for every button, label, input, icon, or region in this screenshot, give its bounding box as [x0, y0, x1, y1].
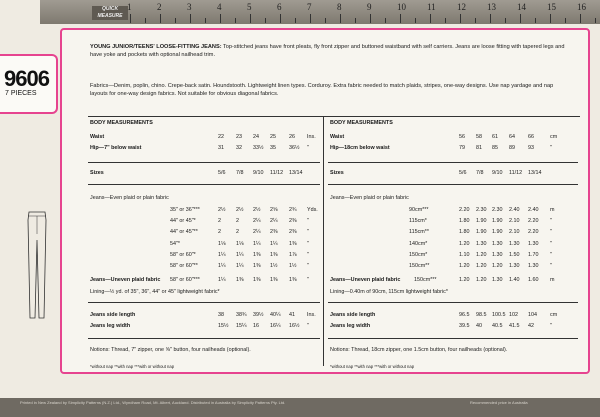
yardage-value: 1.70 [528, 251, 539, 258]
ruler-tick-minor [505, 18, 506, 23]
ruler-tick-minor [385, 18, 386, 23]
uneven-value: 1⅜ [253, 277, 261, 283]
yardage-value: " [307, 251, 309, 258]
side-length-value: 38¾ [236, 312, 247, 318]
leg-width-value: 41.5 [509, 323, 520, 329]
hip-value: 79 [459, 145, 465, 151]
yardage-value: 2¼ [253, 218, 261, 225]
yardage-value: 1.20 [492, 263, 503, 269]
yardage-value: 1¼ [218, 263, 226, 269]
ruler-tick-minor [565, 18, 566, 23]
yardage-value: 2⅝ [270, 207, 278, 213]
side-length-value: Ins. [307, 312, 316, 318]
table-top-rule [88, 116, 580, 117]
uneven-value: 1.20 [476, 277, 487, 283]
leg-width-value: 15¼ [236, 323, 247, 329]
yardage-value: 1.20 [459, 240, 470, 247]
yardage-value: 1⅜ [253, 263, 261, 269]
size-value: 5/6 [218, 170, 226, 176]
waist-value: 25 [270, 134, 276, 140]
leg-width-label: Jeans leg width [330, 323, 371, 329]
jeans-even-label: Jeans—Even plaid or plain fabric [330, 195, 409, 201]
yardage-value: 1¼ [270, 240, 278, 247]
uneven-value: 1.60 [528, 277, 539, 283]
sizes-label: Sizes [90, 170, 104, 176]
yardage-value: 1¼ [236, 263, 244, 269]
table-rule [328, 162, 578, 163]
yardage-value: " [307, 229, 309, 236]
side-length-label: Jeans side length [90, 312, 136, 318]
ruler-tick [460, 14, 461, 23]
fabrics-label: Fabrics [90, 83, 109, 89]
body-measurements-heading: BODY MEASUREMENTS [90, 120, 153, 126]
ruler-tick [580, 14, 581, 23]
yardage-value: 2 [236, 218, 239, 225]
notions-text: Notions: Thread, 7" zipper, one ⅝" button, four nailheads (optional). [90, 347, 251, 353]
yardage-value: 2.40 [528, 207, 539, 213]
yardage-value: 1⅛ [218, 240, 226, 247]
yardage-value: 2⅜ [289, 229, 297, 236]
yardage-value: 1⅜ [253, 251, 261, 258]
side-length-value: cm [550, 312, 558, 318]
uneven-value: 1.20 [459, 277, 470, 283]
jeans-uneven-label: Jeans—Uneven plaid fabric [90, 277, 161, 283]
pattern-pieces: 7 PIECES [5, 90, 37, 97]
fabric-width: 35" or 36"*** [170, 207, 200, 213]
ruler-tick [250, 14, 251, 23]
ruler-tick-minor [475, 18, 476, 23]
sizes-label: Sizes [330, 170, 344, 176]
hip-value: 81 [476, 145, 482, 151]
hip-value: " [550, 145, 552, 151]
ruler-tick [550, 14, 551, 23]
leg-width-value: 15½ [218, 323, 229, 329]
ruler-tick [130, 14, 131, 23]
yardage-value: 1.90 [492, 229, 503, 236]
size-value: 9/10 [492, 170, 503, 176]
body-measurements-heading: BODY MEASUREMENTS [330, 120, 393, 126]
yardage-value: 2½ [236, 207, 244, 213]
jeans-even-label: Jeans—Even plaid or plain fabric [90, 195, 169, 201]
yardage-value: 1¼ [218, 251, 226, 258]
leg-width-value: 16 [253, 323, 259, 329]
ruler-number: 2 [157, 2, 162, 12]
fabric-width: 58" or 60"** [170, 263, 198, 269]
waist-value: Ins. [307, 134, 316, 140]
uneven-value: m [550, 277, 555, 283]
waist-value: 26 [289, 134, 295, 140]
leg-width-value: " [550, 323, 552, 329]
hip-value: 33½ [253, 145, 264, 151]
ruler-number: 14 [517, 2, 526, 12]
hip-value: 89 [509, 145, 515, 151]
yardage-value: 1¼ [236, 251, 244, 258]
ruler-caption: QUICK MEASURE [92, 6, 128, 20]
yardage-value: 2 [218, 229, 221, 236]
description-text: Top-stitched jeans have front pleats, fly front zipper and buttoned waistband with self carriers. Jeans are loose fitting with tapered legs and have yoke and pockets with optional nailhead trim. [90, 44, 565, 59]
price-note: Recommended price in Australia [470, 400, 528, 405]
yardage-value: 2.20 [528, 229, 539, 236]
yardage-value: 1½ [270, 263, 278, 269]
side-length-value: 104 [528, 312, 537, 318]
size-value: 11/12 [270, 170, 284, 176]
side-length-value: 96.5 [459, 312, 470, 318]
ruler-number: 9 [367, 2, 372, 12]
printer-credit: Printed in New Zealand by Simplicity Patterns (N.Z.) Ltd., Wyndham Road, Mt. Albert, Auckland. Distributed in Australia by Simplicity Patterns Pty. Ltd. [20, 400, 286, 405]
hip-value: 85 [492, 145, 498, 151]
yardage-value: 2.30 [476, 207, 487, 213]
yardage-value: 2¼ [270, 218, 278, 225]
fabric-width: 150cm* [409, 251, 428, 258]
jeans-line-drawing-icon [22, 210, 52, 320]
uneven-value: " [307, 277, 309, 283]
side-length-value: 41 [289, 312, 295, 318]
table-center-divider [323, 116, 324, 366]
uneven-value: 1⅜ [289, 277, 297, 283]
yardage-value: " [307, 263, 309, 269]
yardage-value: 2 [218, 218, 221, 225]
table-rule [328, 302, 578, 303]
yardage-value: " [550, 229, 552, 236]
fabric-width: 58" or 60"* [170, 251, 196, 258]
nap-footnote: *without nap **with nap ***with or without nap [330, 364, 415, 369]
description-title: YOUNG JUNIOR/TEENS' LOOSE-FITTING JEANS: [90, 44, 222, 50]
ruler-tick-minor [235, 18, 236, 23]
yardage-value: 1.30 [492, 240, 503, 247]
hip-value: 35 [270, 145, 276, 151]
size-value: 13/14 [289, 170, 303, 176]
yardage-value: 1.90 [476, 229, 487, 236]
leg-width-value: 40.5 [492, 323, 503, 329]
yardage-value: 2½ [253, 207, 261, 213]
size-value: 13/14 [528, 170, 542, 176]
jeans-uneven-label: Jeans—Uneven plaid fabric [330, 277, 401, 283]
ruler-number: 4 [217, 2, 222, 12]
yardage-value: 1⅛ [236, 240, 244, 247]
yardage-value: 1.10 [459, 251, 470, 258]
yardage-value: 1.30 [509, 263, 520, 269]
size-value: 11/12 [509, 170, 523, 176]
garment-description [90, 43, 570, 60]
yardage-value: 1.20 [476, 263, 487, 269]
yardage-value: 1.30 [528, 240, 539, 247]
hip-value: " [307, 145, 309, 151]
ruler-number: 1 [127, 2, 132, 12]
leg-width-value: " [307, 323, 309, 329]
ruler-tick [520, 14, 521, 23]
table-rule [88, 162, 320, 163]
ruler-number: 5 [247, 2, 252, 12]
leg-width-value: 39.5 [459, 323, 470, 329]
yardage-value: " [550, 218, 552, 225]
ruler-tick [340, 14, 341, 23]
yardage-value: 1.90 [476, 218, 487, 225]
ruler-tick [280, 14, 281, 23]
yardage-value: Yds. [307, 207, 318, 213]
lining-note: Lining—0.40m of 90cm, 115cm lightweight fabric* [330, 289, 448, 295]
hip-label: Hip—7" below waist [90, 145, 142, 151]
table-rule [328, 338, 578, 339]
yardage-value: 1.20 [459, 263, 470, 269]
table-rule [88, 338, 320, 339]
waist-value: 56 [459, 134, 465, 140]
hip-value: 93 [528, 145, 534, 151]
table-rule [88, 302, 320, 303]
ruler-tick-minor [205, 18, 206, 23]
ruler-number: 8 [337, 2, 342, 12]
hip-label: Hip—18cm below waist [330, 145, 390, 151]
yardage-value: 1½ [289, 263, 297, 269]
yardage-value: 2.30 [492, 207, 503, 213]
notions-text: Notions: Thread, 18cm zipper, one 1.5cm button, four nailheads (optional). [330, 347, 508, 353]
yardage-value: 2⅜ [270, 229, 278, 236]
uneven-fabric-width: 150cm*** [414, 277, 437, 283]
side-length-value: 38 [218, 312, 224, 318]
yardage-value: " [550, 263, 552, 269]
fabric-width: 115cm* [409, 218, 427, 225]
fabric-width: 54"* [170, 240, 181, 247]
ruler-tick [490, 14, 491, 23]
yardage-value: 2½ [218, 207, 226, 213]
ruler-number: 10 [397, 2, 406, 12]
leg-width-value: 42 [528, 323, 534, 329]
side-length-value: 40¼ [270, 312, 281, 318]
waist-value: 22 [218, 134, 224, 140]
yardage-value: " [307, 240, 309, 247]
ruler-number: 16 [577, 2, 586, 12]
fabric-width: 44" or 45"** [170, 229, 198, 236]
ruler-tick-minor [145, 18, 146, 23]
ruler-tick-minor [535, 18, 536, 23]
yardage-value: 1.30 [492, 251, 503, 258]
yardage-value: 2.10 [509, 229, 520, 236]
waist-value: 66 [528, 134, 534, 140]
yardage-value: 2¼ [253, 229, 261, 236]
yardage-value: " [307, 218, 309, 225]
ruler-tick-minor [445, 18, 446, 23]
fabric-width: 115cm** [409, 229, 429, 236]
fabric-description [90, 82, 570, 99]
uneven-value: 1⅜ [270, 277, 278, 283]
leg-width-value: 16½ [289, 323, 300, 329]
yardage-value: 1.80 [459, 218, 470, 225]
side-length-value: 39½ [253, 312, 264, 318]
leg-width-value: 40 [476, 323, 482, 329]
yardage-value: 2.40 [509, 207, 520, 213]
side-length-label: Jeans side length [330, 312, 376, 318]
ruler-tick-minor [355, 18, 356, 23]
side-length-value: 98.5 [476, 312, 487, 318]
ruler-tick-minor [175, 18, 176, 23]
yardage-value: " [550, 240, 552, 247]
waist-label: Waist [90, 134, 105, 140]
yardage-value: 1⅜ [289, 240, 297, 247]
yardage-value: 1.90 [492, 218, 503, 225]
uneven-fabric-width: 58" or 60"*** [170, 277, 200, 283]
yardage-value: 2.10 [509, 218, 520, 225]
ruler-number: 11 [427, 2, 436, 12]
yardage-value: 1.30 [509, 240, 520, 247]
yardage-value: 1.30 [528, 263, 539, 269]
yardage-value: 2¾ [289, 207, 297, 213]
measuring-ruler [40, 0, 600, 24]
ruler-tick [310, 14, 311, 23]
yardage-value: 2.20 [459, 207, 470, 213]
ruler-tick [160, 14, 161, 23]
ruler-number: 6 [277, 2, 282, 12]
hip-value: 31 [218, 145, 224, 151]
ruler-tick-minor [265, 18, 266, 23]
waist-label: Waist [330, 134, 345, 140]
waist-value: 23 [236, 134, 242, 140]
table-rule [88, 184, 320, 185]
size-value: 7/8 [236, 170, 244, 176]
ruler-tick [370, 14, 371, 23]
yardage-value: 1.80 [459, 229, 470, 236]
waist-value: 64 [509, 134, 515, 140]
uneven-value: 1¼ [218, 277, 226, 283]
envelope-bottom-edge [0, 398, 600, 417]
ruler-tick-minor [415, 18, 416, 23]
ruler-number: 12 [457, 2, 466, 12]
ruler-number: 7 [307, 2, 312, 12]
fabric-width: 150cm** [409, 263, 430, 269]
ruler-tick [220, 14, 221, 23]
fabric-width: 90cm*** [409, 207, 429, 213]
yardage-value: 2⅜ [289, 218, 297, 225]
ruler-tick-minor [595, 18, 596, 23]
yardage-value: 1⅜ [270, 251, 278, 258]
hip-value: 32 [236, 145, 242, 151]
uneven-value: 1.40 [509, 277, 520, 283]
waist-value: 61 [492, 134, 498, 140]
pattern-number-tab [0, 54, 58, 114]
waist-value: cm [550, 134, 558, 140]
uneven-value: 1⅜ [236, 277, 244, 283]
uneven-value: 1.30 [492, 277, 503, 283]
fabrics-text: —Denim, poplin, chino. Crepe-back satin. Houndstooth. Lightweight linen types. Corduroy. Extra fabric needed to match plaids, stripes, one-way designs. Use nap yardage and nap layouts for one-way design fabrics. Not suitable for obvious diagonal fabrics. [90, 83, 554, 98]
yardage-value: 1⅞ [289, 251, 297, 258]
yardage-value: 1.30 [476, 240, 487, 247]
lining-note: Lining—½ yd. of 35", 36", 44" or 45" lightweight fabric* [90, 289, 220, 295]
yardage-value: 1.20 [476, 251, 487, 258]
waist-value: 58 [476, 134, 482, 140]
ruler-tick [400, 14, 401, 23]
yardage-value: 2.20 [528, 218, 539, 225]
ruler-tick-minor [295, 18, 296, 23]
ruler-tick [190, 14, 191, 23]
ruler-number: 3 [187, 2, 192, 12]
size-value: 9/10 [253, 170, 264, 176]
ruler-number: 13 [487, 2, 496, 12]
ruler-tick-minor [325, 18, 326, 23]
side-length-value: 100.5 [492, 312, 506, 318]
table-rule [328, 184, 578, 185]
fabric-width: 140cm* [409, 240, 428, 247]
size-value: 7/8 [476, 170, 484, 176]
ruler-tick [430, 14, 431, 23]
size-value: 5/6 [459, 170, 467, 176]
nap-footnote: *without nap **with nap ***with or without nap [90, 364, 175, 369]
fabric-width: 44" or 45"* [170, 218, 196, 225]
yardage-value: 1¼ [253, 240, 261, 247]
yardage-value: m [550, 207, 555, 213]
waist-value: 24 [253, 134, 259, 140]
ruler-number: 15 [547, 2, 556, 12]
leg-width-label: Jeans leg width [90, 323, 131, 329]
yardage-value: 1.50 [509, 251, 520, 258]
leg-width-value: 16¼ [270, 323, 281, 329]
side-length-value: 102 [509, 312, 518, 318]
hip-value: 36½ [289, 145, 300, 151]
yardage-value: " [550, 251, 552, 258]
pattern-number: 9606 [4, 66, 49, 91]
yardage-value: 2 [236, 229, 239, 236]
